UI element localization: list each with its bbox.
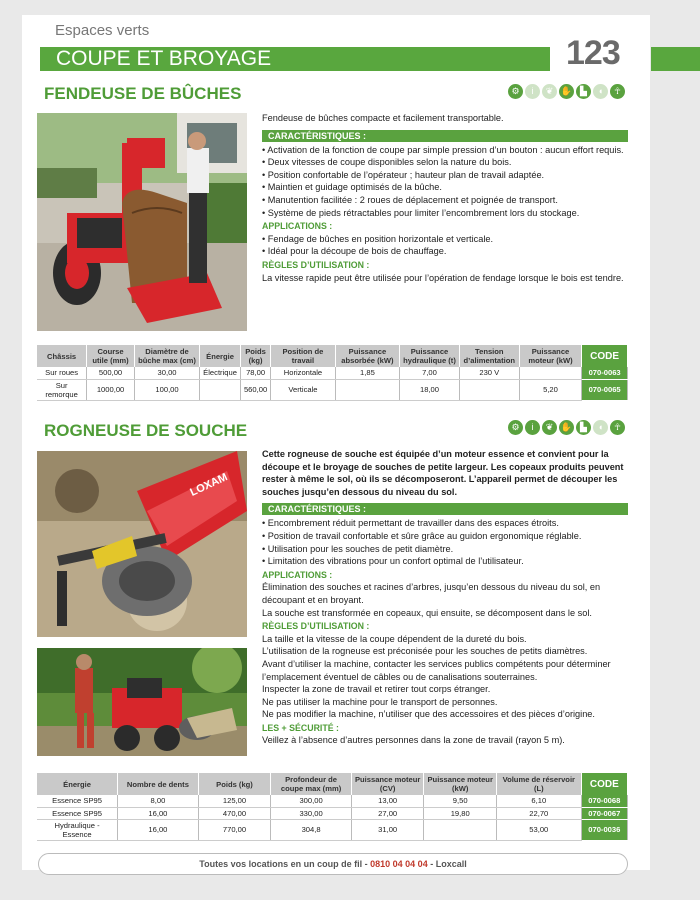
applications-list <box>262 233 628 258</box>
list-item: • Position de travail confortable et sûre grâce au guidon ergonomique réglable. <box>262 530 628 543</box>
safety-text: Veillez à l’absence d’autres personnes dans la zone de travail (rayon 5 m). <box>262 735 565 746</box>
description-rogneuse <box>262 448 628 747</box>
characteristics-list <box>262 144 628 220</box>
applications-heading: APPLICATIONS : <box>262 569 333 580</box>
table-cell: 9,50 <box>424 795 497 807</box>
table-cell: 125,00 <box>198 795 271 807</box>
table-header: Énergie <box>37 773 118 795</box>
applications-heading: APPLICATIONS : <box>262 221 333 232</box>
table-cell <box>335 379 399 400</box>
table-cell: 5,20 <box>519 379 581 400</box>
product-code: 070-0068 <box>581 795 627 807</box>
person-icon: ☥ <box>610 84 625 99</box>
characteristics-list <box>262 517 628 567</box>
rules-line: Inspecter la zone de travail et retirer tout corps étranger. <box>262 684 491 695</box>
table-row <box>37 379 628 400</box>
leaf-icon: ❦ <box>542 84 557 99</box>
table-cell <box>424 819 497 840</box>
list-item: • Idéal pour la découpe de bois de chauffage. <box>262 245 628 258</box>
table-cell <box>200 379 241 400</box>
table-cell: 500,00 <box>87 367 135 379</box>
rules-line: La taille et la vitesse de la coupe dépendent de la dureté du bois. <box>262 633 527 644</box>
page-number: 123 <box>566 34 620 72</box>
description-fendeuse <box>262 112 628 284</box>
safety-heading: LES + SÉCURITÉ : <box>262 722 339 733</box>
brand-logo-on-photo: LOXAM <box>188 471 230 499</box>
table-cell: 30,00 <box>134 367 199 379</box>
table-header: Puissance moteur (CV) <box>351 773 424 795</box>
ear-icon: ◖ <box>593 84 608 99</box>
table-header: Nombre de dents <box>118 773 199 795</box>
table-header: Tension d’alimentation <box>459 345 519 367</box>
list-item: • Position confortable de l’opérateur ; hauteur plan de travail adaptée. <box>262 169 628 182</box>
footer-phone[interactable]: 0810 04 04 04 <box>370 859 428 869</box>
table-cell: 16,00 <box>118 807 199 819</box>
rules-line: L’utilisation de la rogneuse est préconisée pour les souches de petits diamètres. <box>262 646 588 657</box>
spec-table-rogneuse <box>37 773 628 841</box>
table-header: Puissance moteur (kW) <box>424 773 497 795</box>
table-cell: Essence SP95 <box>37 807 118 819</box>
table-cell: 470,00 <box>198 807 271 819</box>
table-cell: 27,00 <box>351 807 424 819</box>
hand-icon: ✋ <box>559 84 574 99</box>
photo-fendeuse <box>37 113 247 331</box>
list-item: • Deux vitesses de coupe disponibles selon la nature du bois. <box>262 156 628 169</box>
list-item: • Encombrement réduit permettant de travailler dans des espaces étroits. <box>262 517 628 530</box>
table-header: Puissance absorbée (kW) <box>335 345 399 367</box>
table-cell: 1000,00 <box>87 379 135 400</box>
table-header: Course utile (mm) <box>87 345 135 367</box>
applications-line: Élimination des souches et racines d’arbres, jusqu’en dessous du niveau du sol, en découpant et en broyant. <box>262 582 601 605</box>
table-cell: 19,80 <box>424 807 497 819</box>
table-row <box>37 795 628 807</box>
table-header: Châssis <box>37 345 87 367</box>
intro-text: Cette rogneuse de souche est équipée d’un moteur essence et convient pour la découpe et le broyage de souches de petite largeur. Les copeaux produits peuvent rester à même le sol, où ils se décomposeront. L’appareil permet de découper les souches jusqu’en dessous du niveau du sol. <box>262 449 624 497</box>
footer-banner <box>38 853 628 875</box>
table-header: Énergie <box>200 345 241 367</box>
table-header: Poids (kg) <box>198 773 271 795</box>
table-cell: 22,70 <box>496 807 581 819</box>
rules-line: Ne pas modifier la machine, n’utiliser que des accessoires et des pièces d’origine. <box>262 709 595 720</box>
table-cell: 53,00 <box>496 819 581 840</box>
table-row <box>37 807 628 819</box>
photo-rogneuse-closeup <box>37 451 247 637</box>
info-icon: i <box>525 84 540 99</box>
table-header: Puissance moteur (kW) <box>519 345 581 367</box>
product-code: 070-0036 <box>581 819 627 840</box>
table-cell: 16,00 <box>118 819 199 840</box>
list-item: • Limitation des vibrations pour un confort optimal de l’utilisateur. <box>262 555 628 568</box>
table-cell: 230 V <box>459 367 519 379</box>
table-cell: 304,8 <box>271 819 352 840</box>
footer-text: Toutes vos locations en un coup de fil - <box>199 859 371 869</box>
boot-icon: ▙ <box>576 84 591 99</box>
product-code: 070-0063 <box>582 367 628 379</box>
table-header: Puissance hydraulique (t) <box>400 345 460 367</box>
product-code: 070-0065 <box>582 379 628 400</box>
table-header: Profondeur de coupe max (mm) <box>271 773 352 795</box>
category-band-tail <box>651 47 700 71</box>
table-cell: 770,00 <box>198 819 271 840</box>
rules-line: Ne pas utiliser la machine pour le transport de personnes. <box>262 696 498 707</box>
list-item: • Activation de la fonction de coupe par simple pression d’un bouton : aucun effort requis. <box>262 144 628 157</box>
table-cell: 100,00 <box>134 379 199 400</box>
cog-icon: ⚙ <box>508 420 523 435</box>
safety-icons-2 <box>508 420 625 435</box>
rules-text: La vitesse rapide peut être utilisée pour l’opération de fendage lorsque le bois est tendre. <box>262 272 624 283</box>
table-header: Position de travail <box>271 345 336 367</box>
table-header: Volume de réservoir (L) <box>496 773 581 795</box>
rules-line: Avant d’utiliser la machine, contacter les services publics compétents pour déterminer l’emplacement éventuel de câbles ou de canalisations souterraines. <box>262 658 611 682</box>
table-cell: 7,00 <box>400 367 460 379</box>
info-icon: i <box>525 420 540 435</box>
table-cell: 6,10 <box>496 795 581 807</box>
code-header: CODE <box>582 345 628 367</box>
boot-icon: ▙ <box>576 420 591 435</box>
applications-line: La souche est transformée en copeaux, qui ensuite, se décomposent dans le sol. <box>262 607 592 618</box>
table-cell: 560,00 <box>240 379 270 400</box>
table-cell: Horizontale <box>271 367 336 379</box>
table-cell: Verticale <box>271 379 336 400</box>
rules-heading: RÈGLES D’UTILISATION : <box>262 259 370 270</box>
product-title-rogneuse: ROGNEUSE DE SOUCHE <box>44 421 248 440</box>
table-cell: 13,00 <box>351 795 424 807</box>
characteristics-heading: CARACTÉRISTIQUES : <box>262 503 628 515</box>
list-item: • Utilisation pour les souches de petit diamètre. <box>262 543 628 556</box>
cog-icon: ⚙ <box>508 84 523 99</box>
table-row <box>37 819 628 840</box>
table-cell <box>459 379 519 400</box>
table-cell: Électrique <box>200 367 241 379</box>
table-header: Diamètre de bûche max (cm) <box>134 345 199 367</box>
safety-icons-1 <box>508 84 625 99</box>
table-cell: 78,00 <box>240 367 270 379</box>
characteristics-heading: CARACTÉRISTIQUES : <box>262 130 628 142</box>
table-cell: Essence SP95 <box>37 795 118 807</box>
table-cell: 300,00 <box>271 795 352 807</box>
hand-icon: ✋ <box>559 420 574 435</box>
person-icon: ☥ <box>610 420 625 435</box>
ear-icon: ◖ <box>593 420 608 435</box>
list-item: • Manutention facilitée : 2 roues de déplacement et poignée de transport. <box>262 194 628 207</box>
table-cell: Sur roues <box>37 367 87 379</box>
rules-heading: RÈGLES D’UTILISATION : <box>262 621 370 632</box>
list-item: • Maintien et guidage optimisés de la bûche. <box>262 181 628 194</box>
spec-table-fendeuse <box>37 345 628 401</box>
table-cell: 31,00 <box>351 819 424 840</box>
list-item: • Système de pieds rétractables pour limiter l’encombrement lors du stockage. <box>262 207 628 220</box>
footer-suffix: - Loxcall <box>427 859 467 869</box>
table-header: Poids (kg) <box>240 345 270 367</box>
product-code: 070-0067 <box>581 807 627 819</box>
section-label: Espaces verts <box>55 22 150 39</box>
table-row <box>37 367 628 379</box>
category-band: COUPE ET BROYAGE <box>40 47 550 71</box>
code-header: CODE <box>581 773 627 795</box>
photo-rogneuse-in-use <box>37 648 247 756</box>
list-item: • Fendage de bûches en position horizontale et verticale. <box>262 233 628 246</box>
table-cell: Hydraulique - Essence <box>37 819 118 840</box>
table-cell: 8,00 <box>118 795 199 807</box>
table-cell: Sur remorque <box>37 379 87 400</box>
leaf-icon: ❦ <box>542 420 557 435</box>
table-cell: 1,85 <box>335 367 399 379</box>
product-title-fendeuse: FENDEUSE DE BÛCHES <box>44 84 242 103</box>
table-cell <box>519 367 581 379</box>
table-cell: 18,00 <box>400 379 460 400</box>
table-cell: 330,00 <box>271 807 352 819</box>
intro-text: Fendeuse de bûches compacte et facilement transportable. <box>262 113 504 123</box>
